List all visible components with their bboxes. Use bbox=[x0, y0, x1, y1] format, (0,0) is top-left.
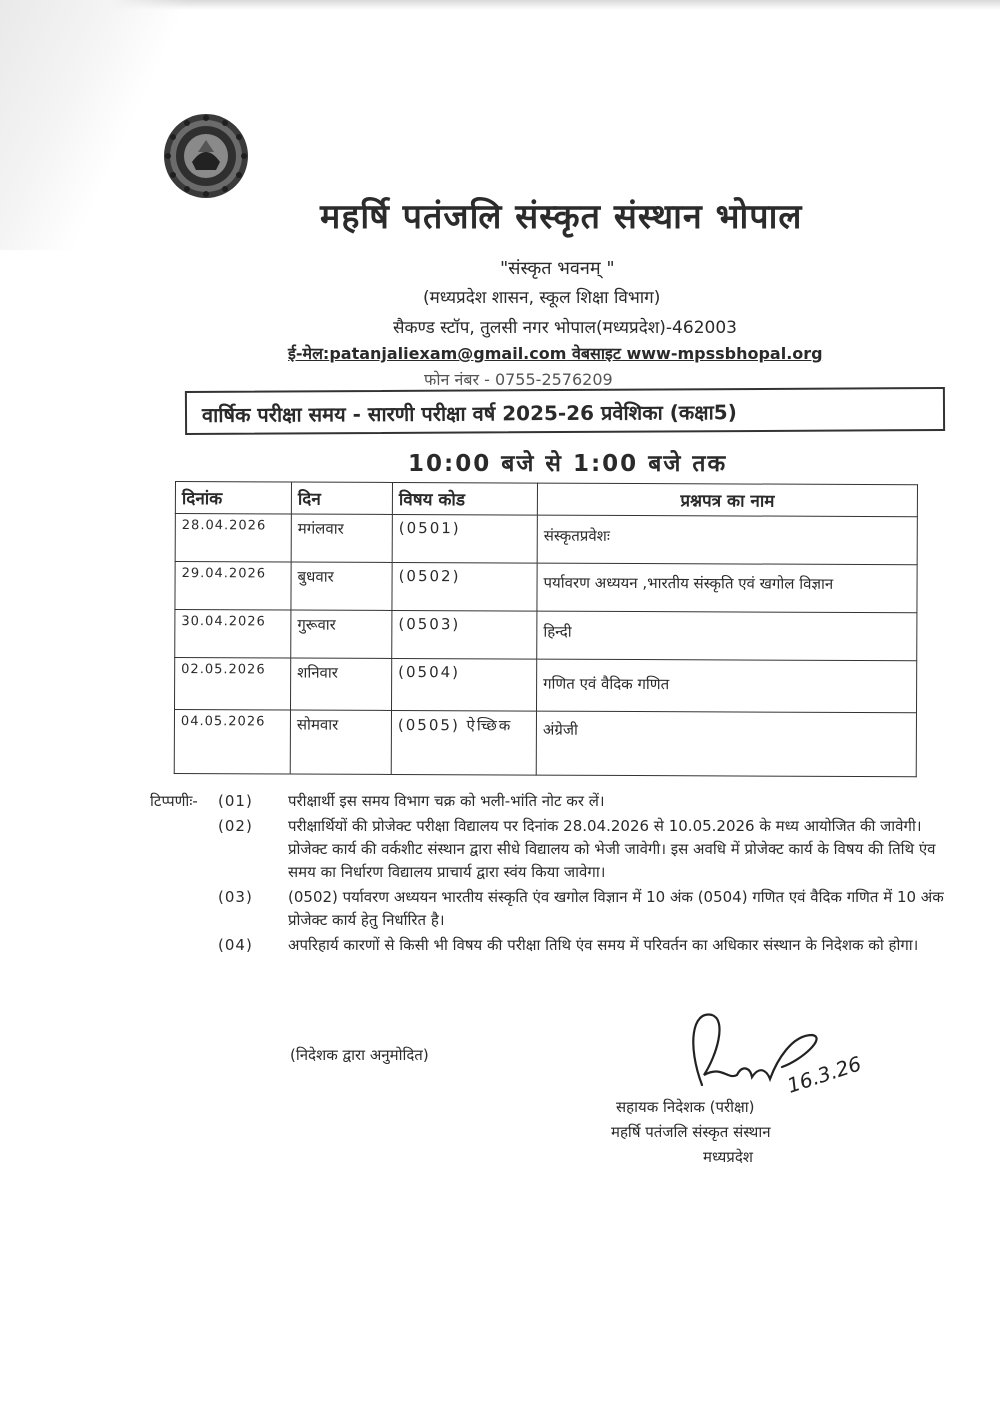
website-link[interactable]: www-mpssbhopal.org bbox=[626, 344, 823, 363]
note-item bbox=[150, 934, 965, 957]
website-label: वेबसाइट bbox=[571, 344, 621, 363]
cell-date: 02.05.2026 bbox=[175, 658, 291, 711]
cell-day: सोमवार bbox=[290, 710, 391, 774]
cell-date: 28.04.2026 bbox=[175, 514, 291, 563]
email-link[interactable]: patanjaliexam@gmail.com bbox=[329, 344, 567, 363]
table-header-row bbox=[175, 482, 917, 517]
table-row bbox=[175, 658, 917, 713]
cell-paper: हिन्दी bbox=[537, 611, 917, 661]
note-text: (0502) पर्यावरण अध्ययन भारतीय संस्कृति एंव खगोल विज्ञान में 10 अंक (0504) गणित एवं वैदिक गणित में 10 अंक प्रोजेक्ट कार्य हेतु निर्धारित है। bbox=[288, 888, 944, 929]
department-line: (मध्यप्रदेश शासन, स्कूल शिक्षा विभाग) bbox=[423, 288, 661, 308]
cell-paper: गणित एवं वैदिक गणित bbox=[536, 659, 916, 713]
cell-paper: संस्कृतप्रवेशः bbox=[537, 515, 917, 565]
cell-code: (0502) bbox=[392, 562, 537, 611]
cell-code: (0503) bbox=[392, 610, 537, 659]
notes-prefix: टिप्पणीः- bbox=[150, 792, 198, 810]
exam-title: वार्षिक परीक्षा समय - सारणी परीक्षा वर्ष 2025-26 प्रवेशिका (कक्षा5) bbox=[201, 400, 737, 427]
building-name: "संस्कृत भवनम् " bbox=[500, 258, 615, 279]
institute-title: महर्षि पतंजलि संस्कृत संस्थान भोपाल bbox=[320, 197, 803, 237]
header-paper-name: प्रश्नपत्र का नाम bbox=[537, 483, 917, 517]
cell-date: 30.04.2026 bbox=[175, 610, 291, 659]
signatory-designation: सहायक निदेशक (परीक्षा) bbox=[616, 1098, 755, 1116]
note-text: परीक्षार्थी इस समय विभाग चक्र को भली-भांति नोट कर लें। bbox=[288, 792, 605, 810]
table-row bbox=[174, 710, 916, 777]
header-day: दिन bbox=[291, 482, 392, 514]
contact-line bbox=[288, 342, 823, 364]
phone-line: फोन नंबर - 0755-2576209 bbox=[424, 370, 613, 389]
note-number: (02) bbox=[218, 817, 253, 835]
note-number: (04) bbox=[218, 936, 253, 954]
note-item bbox=[150, 815, 965, 884]
notes-section bbox=[150, 790, 965, 959]
exam-title-banner bbox=[185, 387, 945, 435]
cell-day: बुधवार bbox=[291, 562, 392, 610]
handwritten-signature bbox=[682, 1005, 882, 1105]
note-number: (03) bbox=[218, 888, 253, 906]
cell-day: मगंलवार bbox=[291, 514, 392, 562]
note-text: अपरिहार्य कारणों से किसी भी विषय की परीक्षा तिथि एंव समय में परिवर्तन का अधिकार संस्थान के निदेशक को होगा। bbox=[288, 936, 919, 954]
table-row bbox=[175, 610, 917, 661]
state-emblem-logo bbox=[162, 112, 250, 200]
note-item bbox=[150, 886, 965, 932]
cell-code: (0501) bbox=[392, 514, 537, 563]
cell-paper: पर्यावरण अध्ययन ,भारतीय संस्कृति एवं खगोल विज्ञान bbox=[537, 563, 917, 613]
cell-day: गुरूवार bbox=[291, 610, 392, 658]
note-text: परीक्षार्थियों की प्रोजेक्ट परीक्षा विद्यालय पर दिनांक 28.04.2026 से 10.05.2026 के मध्य आयोजित की जावेगी। प्रोजेक्ट कार्य की वर्कशीट संस्थान द्वारा सीधे विद्यालय को भेजी जावेगी। इस अवधि में प्रोजेक्ट कार्य के विषय की तिथि एंव समय का निर्धारण विद्यालय प्राचार्य द्वारा स्वंय किया जावेगा। bbox=[288, 817, 936, 881]
signature-date: 16.3.26 bbox=[784, 1051, 865, 1098]
header-subject-code: विषय कोड bbox=[392, 482, 537, 515]
header-date: दिनांक bbox=[175, 482, 291, 515]
cell-date: 04.05.2026 bbox=[174, 710, 290, 775]
note-number: (01) bbox=[218, 792, 253, 810]
exam-schedule-table bbox=[174, 481, 918, 777]
signatory-organization: महर्षि पतंजलि संस्कृत संस्थान bbox=[611, 1123, 771, 1141]
address-line: सैकण्ड स्टॉप, तुलसी नगर भोपाल(मध्यप्रदेश)-462003 bbox=[393, 318, 737, 338]
cell-day: शनिवार bbox=[291, 658, 392, 710]
exam-timing: 10:00 बजे से 1:00 बजे तक bbox=[408, 451, 728, 477]
cell-code: (0505) ऐच्छिक bbox=[391, 710, 536, 775]
note-item bbox=[150, 790, 965, 813]
approval-note: (निदेशक द्वारा अनुमोदित) bbox=[290, 1046, 429, 1064]
email-label: ई-मेल: bbox=[288, 344, 330, 363]
cell-date: 29.04.2026 bbox=[175, 562, 291, 611]
table-row bbox=[175, 562, 917, 613]
cell-paper: अंग्रेजी bbox=[536, 711, 916, 777]
signatory-state: मध्यप्रदेश bbox=[703, 1148, 754, 1166]
table-row bbox=[175, 514, 917, 565]
cell-code: (0504) bbox=[392, 658, 537, 711]
